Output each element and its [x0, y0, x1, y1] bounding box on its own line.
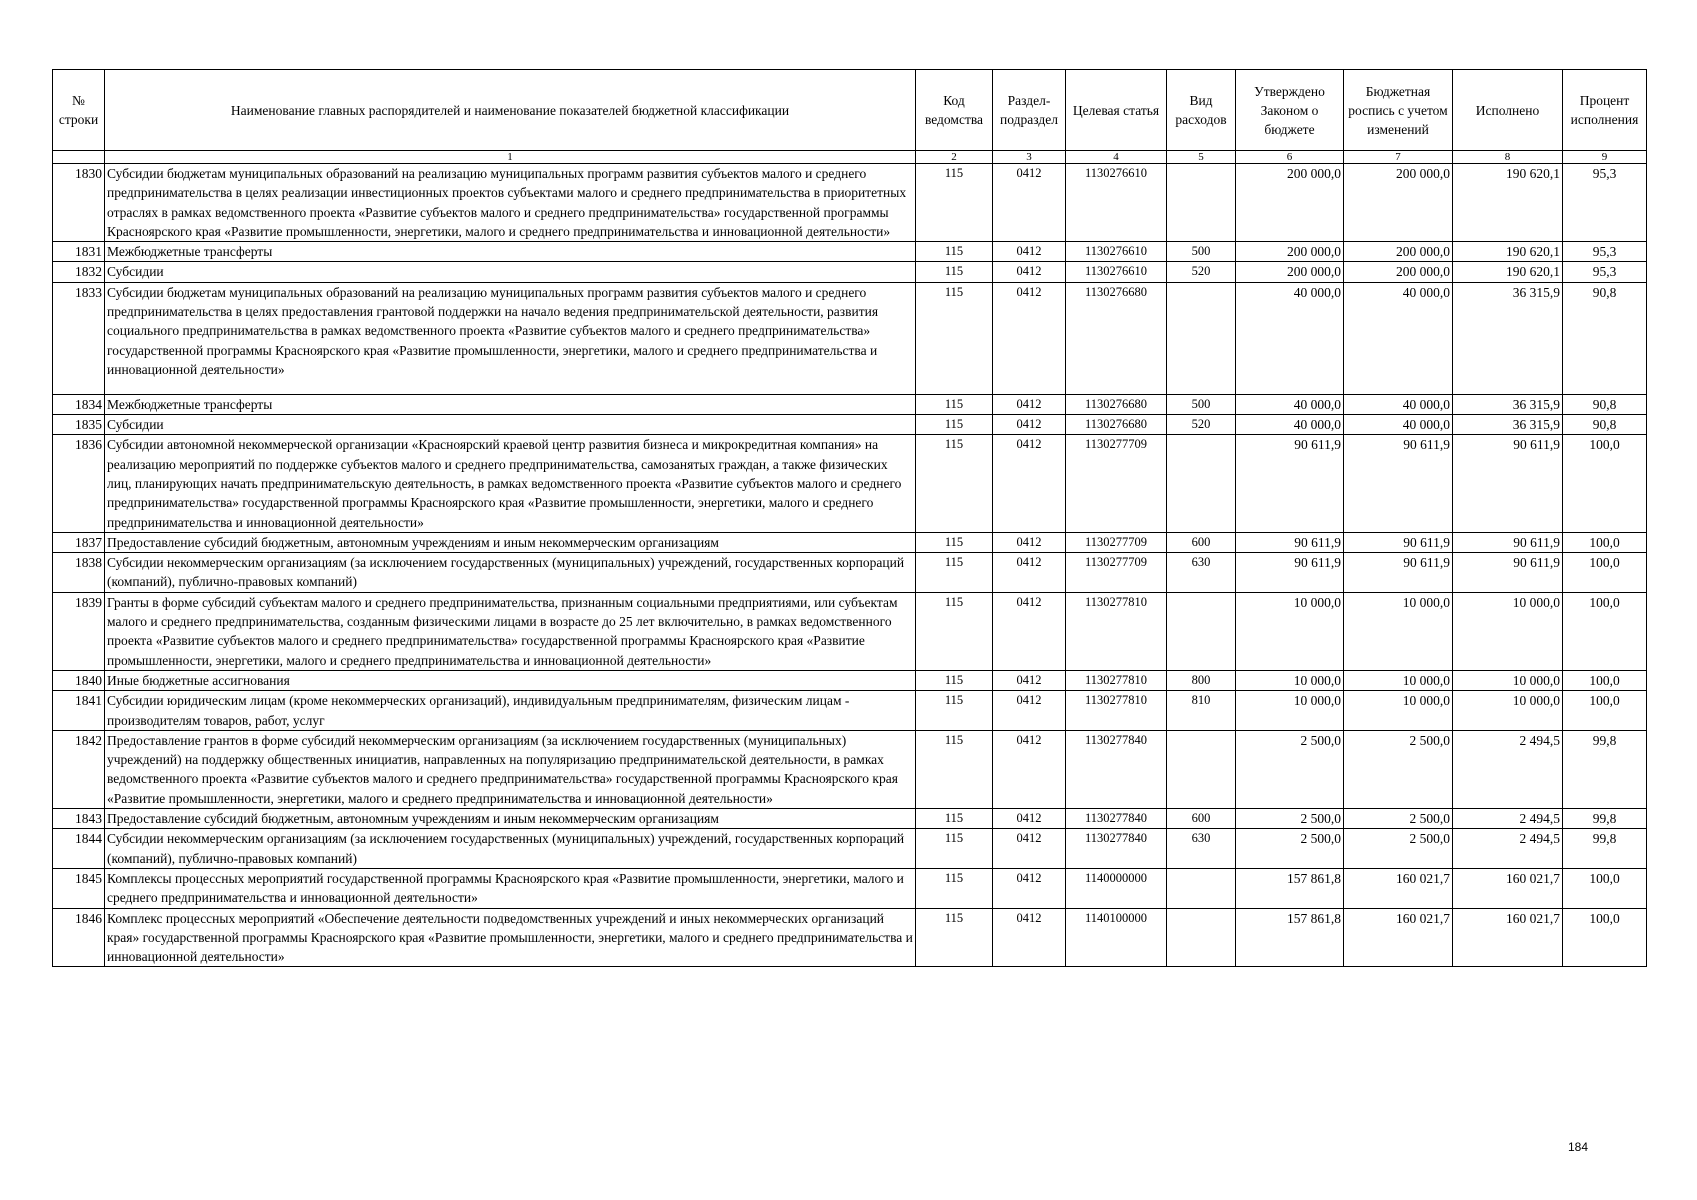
row-number: 1843 [53, 809, 105, 829]
budget-list-amount: 40 000,0 [1344, 282, 1453, 394]
dept-code: 115 [916, 164, 993, 242]
executed-amount: 190 620,1 [1453, 262, 1563, 282]
section-code: 0412 [993, 435, 1066, 532]
expense-type-code: 520 [1167, 262, 1236, 282]
budget-list-amount: 40 000,0 [1344, 394, 1453, 414]
dept-code: 115 [916, 282, 993, 394]
execution-percent: 99,8 [1563, 730, 1647, 808]
column-numbers-row [53, 151, 1647, 164]
table-row [53, 730, 1647, 808]
approved-amount: 10 000,0 [1236, 670, 1344, 690]
execution-percent: 95,3 [1563, 262, 1647, 282]
header-expense-type: Вид расходов [1167, 70, 1236, 151]
executed-amount: 160 021,7 [1453, 908, 1563, 967]
row-number: 1845 [53, 868, 105, 908]
header-section: Раздел-подраздел [993, 70, 1066, 151]
row-name: Субсидии [105, 262, 916, 282]
section-code: 0412 [993, 164, 1066, 242]
section-code: 0412 [993, 829, 1066, 869]
row-name: Иные бюджетные ассигнования [105, 670, 916, 690]
column-number: 9 [1563, 151, 1647, 164]
target-code: 1130277709 [1066, 553, 1167, 593]
executed-amount: 90 611,9 [1453, 532, 1563, 552]
dept-code: 115 [916, 262, 993, 282]
row-name: Предоставление субсидий бюджетным, автономным учреждениям и иным некоммерческим организациям [105, 809, 916, 829]
approved-amount: 200 000,0 [1236, 164, 1344, 242]
table-row [53, 242, 1647, 262]
column-number: 7 [1344, 151, 1453, 164]
execution-percent: 100,0 [1563, 553, 1647, 593]
page-number: 184 [1568, 1140, 1589, 1154]
section-code: 0412 [993, 262, 1066, 282]
expense-type-code: 500 [1167, 242, 1236, 262]
execution-percent: 99,8 [1563, 829, 1647, 869]
row-number: 1839 [53, 592, 105, 670]
dept-code: 115 [916, 553, 993, 593]
row-number: 1838 [53, 553, 105, 593]
section-code: 0412 [993, 532, 1066, 552]
row-number: 1830 [53, 164, 105, 242]
execution-percent: 90,8 [1563, 282, 1647, 394]
approved-amount: 90 611,9 [1236, 553, 1344, 593]
row-number: 1840 [53, 670, 105, 690]
budget-list-amount: 2 500,0 [1344, 829, 1453, 869]
section-code: 0412 [993, 592, 1066, 670]
budget-list-amount: 2 500,0 [1344, 809, 1453, 829]
execution-percent: 95,3 [1563, 242, 1647, 262]
expense-type-code: 600 [1167, 809, 1236, 829]
row-number: 1834 [53, 394, 105, 414]
expense-type-code [1167, 592, 1236, 670]
budget-list-amount: 90 611,9 [1344, 553, 1453, 593]
target-code: 1130276680 [1066, 394, 1167, 414]
expense-type-code [1167, 908, 1236, 967]
table-row [53, 282, 1647, 394]
budget-list-amount: 10 000,0 [1344, 670, 1453, 690]
expense-type-code [1167, 164, 1236, 242]
expense-type-code [1167, 282, 1236, 394]
approved-amount: 40 000,0 [1236, 282, 1344, 394]
dept-code: 115 [916, 730, 993, 808]
expense-type-code: 600 [1167, 532, 1236, 552]
dept-code: 115 [916, 908, 993, 967]
executed-amount: 10 000,0 [1453, 592, 1563, 670]
expense-type-code [1167, 435, 1236, 532]
row-name: Субсидии бюджетам муниципальных образований на реализацию муниципальных программ развития субъектов малого и среднего предпринимательства в целях предоставления грантовой поддержки на начало ведения предпринимательской деятельности, развития социального предпринимательства в рамках ведомственного проекта «Развитие субъектов малого и среднего предпринимательства» государственной программы Красноярского края «Развитие промышленности, энергетики, малого и среднего предпринимательства и инновационной деятельности» [105, 282, 916, 394]
target-code: 1130277810 [1066, 691, 1167, 731]
approved-amount: 200 000,0 [1236, 262, 1344, 282]
table-row [53, 829, 1647, 869]
target-code: 1130276610 [1066, 262, 1167, 282]
header-budget-list: Бюджетная роспись с учетом изменений [1344, 70, 1453, 151]
executed-amount: 190 620,1 [1453, 242, 1563, 262]
table-row [53, 691, 1647, 731]
target-code: 1130277840 [1066, 829, 1167, 869]
approved-amount: 200 000,0 [1236, 242, 1344, 262]
header-dept-code: Код ведомства [916, 70, 993, 151]
target-code: 1130277810 [1066, 670, 1167, 690]
table-row [53, 415, 1647, 435]
expense-type-code [1167, 730, 1236, 808]
executed-amount: 2 494,5 [1453, 730, 1563, 808]
target-code: 1130276680 [1066, 415, 1167, 435]
dept-code: 115 [916, 532, 993, 552]
approved-amount: 90 611,9 [1236, 435, 1344, 532]
executed-amount: 2 494,5 [1453, 829, 1563, 869]
execution-percent: 100,0 [1563, 592, 1647, 670]
header-percent: Процент исполнения [1563, 70, 1647, 151]
row-name: Субсидии бюджетам муниципальных образований на реализацию муниципальных программ развития субъектов малого и среднего предпринимательства в целях реализации инвестиционных проектов субъектами малого и среднего предпринимательства в приоритетных отраслях в рамках ведомственного проекта «Развитие субъектов малого и среднего предпринимательства» государственной программы Красноярского края «Развитие промышленности, энергетики, малого и среднего предпринимательства и инновационной деятельности» [105, 164, 916, 242]
approved-amount: 2 500,0 [1236, 809, 1344, 829]
row-name: Предоставление грантов в форме субсидий некоммерческим организациям (за исключением государственных (муниципальных) учреждений) на поддержку общественных инициатив, направленных на популяризацию предпринимательской деятельности, в рамках ведомственного проекта «Развитие субъектов малого и среднего предпринимательства» государственной программы Красноярского края «Развитие промышленности, энергетики, малого и среднего предпринимательства и инновационной деятельности» [105, 730, 916, 808]
row-name: Субсидии автономной некоммерческой организации «Красноярский краевой центр развития бизнеса и микрокредитная компания» на реализацию мероприятий по поддержке субъектов малого и среднего предпринимательства, самозанятых граждан, а также физических лиц, планирующих начать предпринимательскую деятельность, в рамках ведомственного проекта «Развитие субъектов малого и среднего предпринимательства» государственной программы Красноярского края «Развитие промышленности, энергетики, малого и среднего предпринимательства и инновационной деятельности» [105, 435, 916, 532]
row-name: Комплексы процессных мероприятий государственной программы Красноярского края «Развитие промышленности, энергетики, малого и среднего предпринимательства и инновационной деятельности» [105, 868, 916, 908]
target-code: 1130277840 [1066, 809, 1167, 829]
table-row [53, 809, 1647, 829]
execution-percent: 100,0 [1563, 868, 1647, 908]
approved-amount: 40 000,0 [1236, 415, 1344, 435]
executed-amount: 90 611,9 [1453, 435, 1563, 532]
header-row [53, 70, 1647, 151]
budget-list-amount: 2 500,0 [1344, 730, 1453, 808]
executed-amount: 160 021,7 [1453, 868, 1563, 908]
expense-type-code [1167, 868, 1236, 908]
execution-percent: 99,8 [1563, 809, 1647, 829]
section-code: 0412 [993, 730, 1066, 808]
row-name: Межбюджетные трансферты [105, 242, 916, 262]
section-code: 0412 [993, 908, 1066, 967]
dept-code: 115 [916, 415, 993, 435]
budget-list-amount: 160 021,7 [1344, 908, 1453, 967]
executed-amount: 36 315,9 [1453, 394, 1563, 414]
row-number: 1836 [53, 435, 105, 532]
approved-amount: 40 000,0 [1236, 394, 1344, 414]
executed-amount: 90 611,9 [1453, 553, 1563, 593]
execution-percent: 95,3 [1563, 164, 1647, 242]
dept-code: 115 [916, 394, 993, 414]
section-code: 0412 [993, 670, 1066, 690]
row-name: Комплекс процессных мероприятий «Обеспечение деятельности подведомственных учреждений и иных некоммерческих организаций края» государственной программы Красноярского края «Развитие промышленности, энергетики, малого и среднего предпринимательства и инновационной деятельности» [105, 908, 916, 967]
dept-code: 115 [916, 670, 993, 690]
approved-amount: 2 500,0 [1236, 730, 1344, 808]
row-name: Субсидии некоммерческим организациям (за исключением государственных (муниципальных) учреждений, государственных корпораций (компаний), публично-правовых компаний) [105, 553, 916, 593]
row-number: 1833 [53, 282, 105, 394]
row-name: Субсидии [105, 415, 916, 435]
dept-code: 115 [916, 242, 993, 262]
executed-amount: 2 494,5 [1453, 809, 1563, 829]
dept-code: 115 [916, 691, 993, 731]
target-code: 1130277709 [1066, 532, 1167, 552]
row-number: 1846 [53, 908, 105, 967]
expense-type-code: 630 [1167, 553, 1236, 593]
budget-list-amount: 200 000,0 [1344, 242, 1453, 262]
target-code: 1140100000 [1066, 908, 1167, 967]
executed-amount: 10 000,0 [1453, 691, 1563, 731]
section-code: 0412 [993, 282, 1066, 394]
approved-amount: 90 611,9 [1236, 532, 1344, 552]
section-code: 0412 [993, 868, 1066, 908]
budget-list-amount: 200 000,0 [1344, 164, 1453, 242]
budget-table [52, 69, 1647, 967]
table-row [53, 435, 1647, 532]
header-executed: Исполнено [1453, 70, 1563, 151]
executed-amount: 36 315,9 [1453, 415, 1563, 435]
dept-code: 115 [916, 809, 993, 829]
row-number: 1832 [53, 262, 105, 282]
table-row [53, 670, 1647, 690]
dept-code: 115 [916, 829, 993, 869]
section-code: 0412 [993, 809, 1066, 829]
execution-percent: 100,0 [1563, 532, 1647, 552]
budget-list-amount: 40 000,0 [1344, 415, 1453, 435]
expense-type-code: 800 [1167, 670, 1236, 690]
budget-list-amount: 90 611,9 [1344, 435, 1453, 532]
approved-amount: 10 000,0 [1236, 592, 1344, 670]
row-number: 1842 [53, 730, 105, 808]
budget-list-amount: 10 000,0 [1344, 592, 1453, 670]
dept-code: 115 [916, 868, 993, 908]
row-number: 1844 [53, 829, 105, 869]
section-code: 0412 [993, 691, 1066, 731]
budget-list-amount: 200 000,0 [1344, 262, 1453, 282]
execution-percent: 100,0 [1563, 435, 1647, 532]
executed-amount: 190 620,1 [1453, 164, 1563, 242]
target-code: 1130277840 [1066, 730, 1167, 808]
section-code: 0412 [993, 415, 1066, 435]
dept-code: 115 [916, 435, 993, 532]
target-code: 1140000000 [1066, 868, 1167, 908]
header-approved: Утверждено Законом о бюджете [1236, 70, 1344, 151]
expense-type-code: 810 [1167, 691, 1236, 731]
header-row-number: № строки [53, 70, 105, 151]
execution-percent: 100,0 [1563, 691, 1647, 731]
column-number: 8 [1453, 151, 1563, 164]
header-target: Целевая статья [1066, 70, 1167, 151]
approved-amount: 2 500,0 [1236, 829, 1344, 869]
budget-list-amount: 90 611,9 [1344, 532, 1453, 552]
table-row [53, 394, 1647, 414]
row-name: Гранты в форме субсидий субъектам малого и среднего предпринимательства, признанным социальными предприятиями, или субъектам малого и среднего предпринимательства, созданным физическими лицами в возрасте до 25 лет включительно, в рамках ведомственного проекта «Развитие субъектов малого и среднего предпринимательства» государственной программы Красноярского края «Развитие промышленности, энергетики, малого и среднего предпринимательства и инновационной деятельности» [105, 592, 916, 670]
row-number: 1835 [53, 415, 105, 435]
execution-percent: 100,0 [1563, 670, 1647, 690]
execution-percent: 100,0 [1563, 908, 1647, 967]
expense-type-code: 500 [1167, 394, 1236, 414]
section-code: 0412 [993, 553, 1066, 593]
budget-list-amount: 10 000,0 [1344, 691, 1453, 731]
row-name: Предоставление субсидий бюджетным, автономным учреждениям и иным некоммерческим организациям [105, 532, 916, 552]
table-row [53, 868, 1647, 908]
table-body [53, 164, 1647, 967]
dept-code: 115 [916, 592, 993, 670]
column-number [53, 151, 105, 164]
section-code: 0412 [993, 242, 1066, 262]
approved-amount: 10 000,0 [1236, 691, 1344, 731]
expense-type-code: 520 [1167, 415, 1236, 435]
execution-percent: 90,8 [1563, 415, 1647, 435]
expense-type-code: 630 [1167, 829, 1236, 869]
target-code: 1130276610 [1066, 242, 1167, 262]
section-code: 0412 [993, 394, 1066, 414]
budget-list-amount: 160 021,7 [1344, 868, 1453, 908]
column-number: 5 [1167, 151, 1236, 164]
approved-amount: 157 861,8 [1236, 908, 1344, 967]
target-code: 1130276680 [1066, 282, 1167, 394]
column-number: 1 [105, 151, 916, 164]
execution-percent: 90,8 [1563, 394, 1647, 414]
column-number: 6 [1236, 151, 1344, 164]
executed-amount: 10 000,0 [1453, 670, 1563, 690]
row-name: Субсидии некоммерческим организациям (за исключением государственных (муниципальных) учреждений, государственных корпораций (компаний), публично-правовых компаний) [105, 829, 916, 869]
target-code: 1130277810 [1066, 592, 1167, 670]
table-row [53, 532, 1647, 552]
row-name: Субсидии юридическим лицам (кроме некоммерческих организаций), индивидуальным предпринимателям, физическим лицам - производителям товаров, работ, услуг [105, 691, 916, 731]
row-name: Межбюджетные трансферты [105, 394, 916, 414]
column-number: 2 [916, 151, 993, 164]
approved-amount: 157 861,8 [1236, 868, 1344, 908]
table-row [53, 592, 1647, 670]
header-name: Наименование главных распорядителей и наименование показателей бюджетной классификации [105, 70, 916, 151]
table-row [53, 553, 1647, 593]
row-number: 1831 [53, 242, 105, 262]
table-row [53, 908, 1647, 967]
row-number: 1841 [53, 691, 105, 731]
table-row [53, 164, 1647, 242]
executed-amount: 36 315,9 [1453, 282, 1563, 394]
row-number: 1837 [53, 532, 105, 552]
target-code: 1130276610 [1066, 164, 1167, 242]
table-row [53, 262, 1647, 282]
column-number: 4 [1066, 151, 1167, 164]
target-code: 1130277709 [1066, 435, 1167, 532]
column-number: 3 [993, 151, 1066, 164]
